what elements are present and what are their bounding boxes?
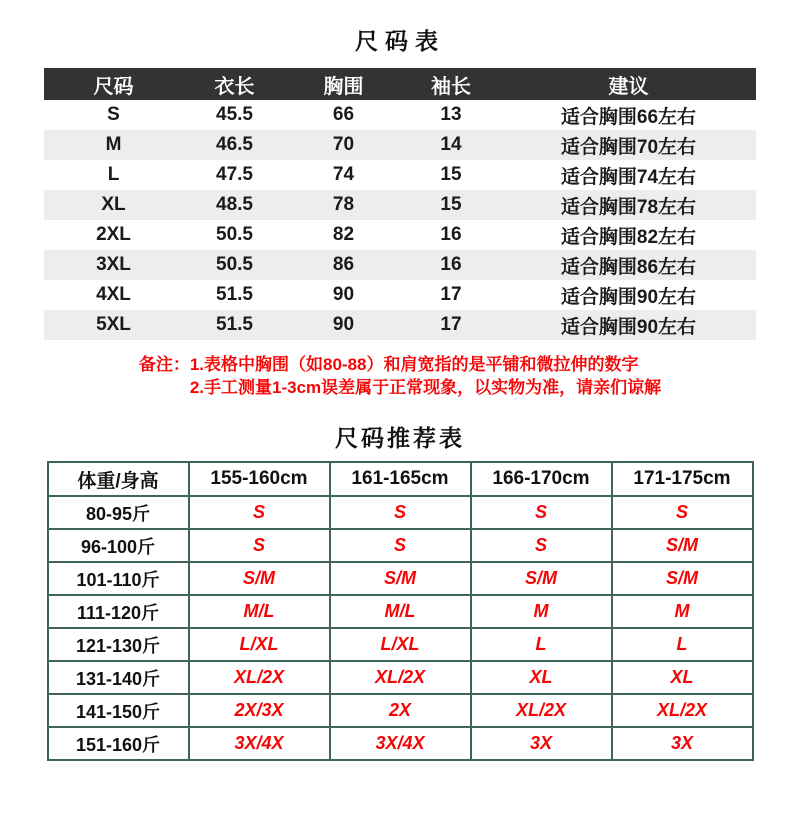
weight-range-cell: 131-140斤	[48, 661, 189, 694]
table-cell: 16	[440, 254, 462, 275]
table-row	[44, 160, 756, 190]
size-value-cell: 3X/4X	[189, 727, 330, 760]
table-cell: 86	[332, 254, 355, 275]
table-cell: 47.5	[216, 164, 253, 185]
size-value-cell: XL/2X	[612, 694, 753, 727]
table-cell: 3XL	[96, 254, 131, 275]
table-cell: 50.5	[216, 254, 253, 275]
table-cell: 适合胸围86左右	[560, 256, 697, 278]
size-value-cell: XL	[471, 661, 612, 694]
size-value-cell: S	[612, 496, 753, 529]
table-cell: 66	[332, 104, 355, 125]
remark-line-2: 2.手工测量1-3cm误差属于正常现象，以实物为准，请亲们谅解	[189, 378, 662, 397]
table-row	[44, 220, 756, 250]
size-value-cell: XL/2X	[189, 661, 330, 694]
size-value-cell: 3X/4X	[330, 727, 471, 760]
table-cell: 适合胸围78左右	[560, 196, 697, 218]
size-value-cell: XL	[612, 661, 753, 694]
size-value-cell: XL/2X	[330, 661, 471, 694]
table-cell: 17	[440, 284, 462, 305]
table-row	[44, 100, 756, 130]
table-cell: S	[107, 104, 120, 125]
table-row	[44, 190, 756, 220]
table-cell: 适合胸围66左右	[560, 106, 697, 128]
size-value-cell: M/L	[330, 595, 471, 628]
size-value-cell: S/M	[189, 562, 330, 595]
header-cell-advice: 建议	[501, 68, 756, 100]
size-value-cell: L/XL	[330, 628, 471, 661]
table-row	[48, 661, 753, 694]
size-recommend-table	[47, 461, 754, 761]
size-value-cell: S/M	[612, 529, 753, 562]
weight-range-cell: 96-100斤	[48, 529, 189, 562]
weight-range-cell: 121-130斤	[48, 628, 189, 661]
header-cell-height-2: 161-165cm	[330, 462, 471, 496]
size-value-cell: S	[189, 529, 330, 562]
table-row	[44, 130, 756, 160]
size-value-cell: M	[612, 595, 753, 628]
weight-range-cell: 101-110斤	[48, 562, 189, 595]
weight-range-cell: 80-95斤	[48, 496, 189, 529]
size-value-cell: 2X	[330, 694, 471, 727]
table-cell: 13	[440, 104, 462, 125]
header-cell-height-1: 155-160cm	[189, 462, 330, 496]
size-value-cell: S	[189, 496, 330, 529]
table-cell: 45.5	[216, 104, 253, 125]
size-value-cell: M/L	[189, 595, 330, 628]
table-cell: 2XL	[96, 224, 131, 245]
table-cell: 51.5	[216, 314, 253, 335]
weight-range-cell: 141-150斤	[48, 694, 189, 727]
table-cell: 48.5	[216, 194, 253, 215]
table-row	[48, 727, 753, 760]
table-cell: 适合胸围74左右	[560, 166, 697, 188]
table-cell: L	[107, 164, 120, 185]
table-cell: 4XL	[96, 284, 131, 305]
table-cell: 90	[332, 284, 355, 305]
size-value-cell: XL/2X	[471, 694, 612, 727]
table-cell: 适合胸围82左右	[560, 226, 697, 248]
size-value-cell: S	[330, 529, 471, 562]
table-cell: 适合胸围90左右	[560, 286, 697, 308]
table-row	[44, 310, 756, 340]
header-cell-chest: 胸围	[286, 68, 401, 100]
weight-range-cell: 151-160斤	[48, 727, 189, 760]
table-cell: XL	[101, 194, 126, 215]
table-cell: M	[105, 134, 122, 155]
table-cell: 16	[440, 224, 462, 245]
remarks	[139, 353, 661, 399]
table-cell: 50.5	[216, 224, 253, 245]
table-cell: 78	[332, 194, 355, 215]
table-cell: 适合胸围70左右	[560, 136, 697, 158]
table-cell: 74	[332, 164, 355, 185]
size-value-cell: S	[471, 529, 612, 562]
table-row	[48, 529, 753, 562]
remark-line-1: 备注：1.表格中胸围（如80-88）和肩宽指的是平铺和微拉伸的数字	[138, 355, 639, 374]
table-cell: 5XL	[96, 314, 131, 335]
table-cell: 15	[440, 164, 462, 185]
size-value-cell: 3X	[471, 727, 612, 760]
size-table	[44, 68, 756, 340]
table-cell: 17	[440, 314, 462, 335]
size-value-cell: L	[471, 628, 612, 661]
size-table-title: 尺码表	[355, 28, 445, 54]
header-cell-height-3: 166-170cm	[471, 462, 612, 496]
table-cell: 15	[440, 194, 462, 215]
table-row	[48, 562, 753, 595]
size-value-cell: S/M	[471, 562, 612, 595]
header-cell-weight-height: 体重/身高	[48, 462, 189, 496]
table-cell: 14	[440, 134, 462, 155]
table-cell: 46.5	[216, 134, 253, 155]
size-table-header-row	[44, 68, 756, 100]
size-value-cell: S/M	[330, 562, 471, 595]
recommend-header-row	[48, 462, 753, 496]
table-row	[44, 280, 756, 310]
table-cell: 适合胸围90左右	[560, 316, 697, 338]
table-row	[44, 250, 756, 280]
table-row	[48, 628, 753, 661]
size-value-cell: 2X/3X	[189, 694, 330, 727]
size-value-cell: S	[330, 496, 471, 529]
table-row	[48, 595, 753, 628]
size-value-cell: L	[612, 628, 753, 661]
header-cell-sleeve: 袖长	[401, 68, 501, 100]
header-cell-height-4: 171-175cm	[612, 462, 753, 496]
header-cell-length: 衣长	[183, 68, 286, 100]
size-value-cell: S	[471, 496, 612, 529]
table-cell: 82	[332, 224, 355, 245]
size-value-cell: S/M	[612, 562, 753, 595]
size-value-cell: L/XL	[189, 628, 330, 661]
table-row	[48, 694, 753, 727]
table-cell: 70	[332, 134, 355, 155]
table-cell: 51.5	[216, 284, 253, 305]
table-row	[48, 496, 753, 529]
header-cell-size: 尺码	[44, 68, 183, 100]
recommend-table-title: 尺码推荐表	[335, 425, 465, 451]
weight-range-cell: 111-120斤	[48, 595, 189, 628]
table-cell: 90	[332, 314, 355, 335]
size-value-cell: M	[471, 595, 612, 628]
size-value-cell: 3X	[612, 727, 753, 760]
